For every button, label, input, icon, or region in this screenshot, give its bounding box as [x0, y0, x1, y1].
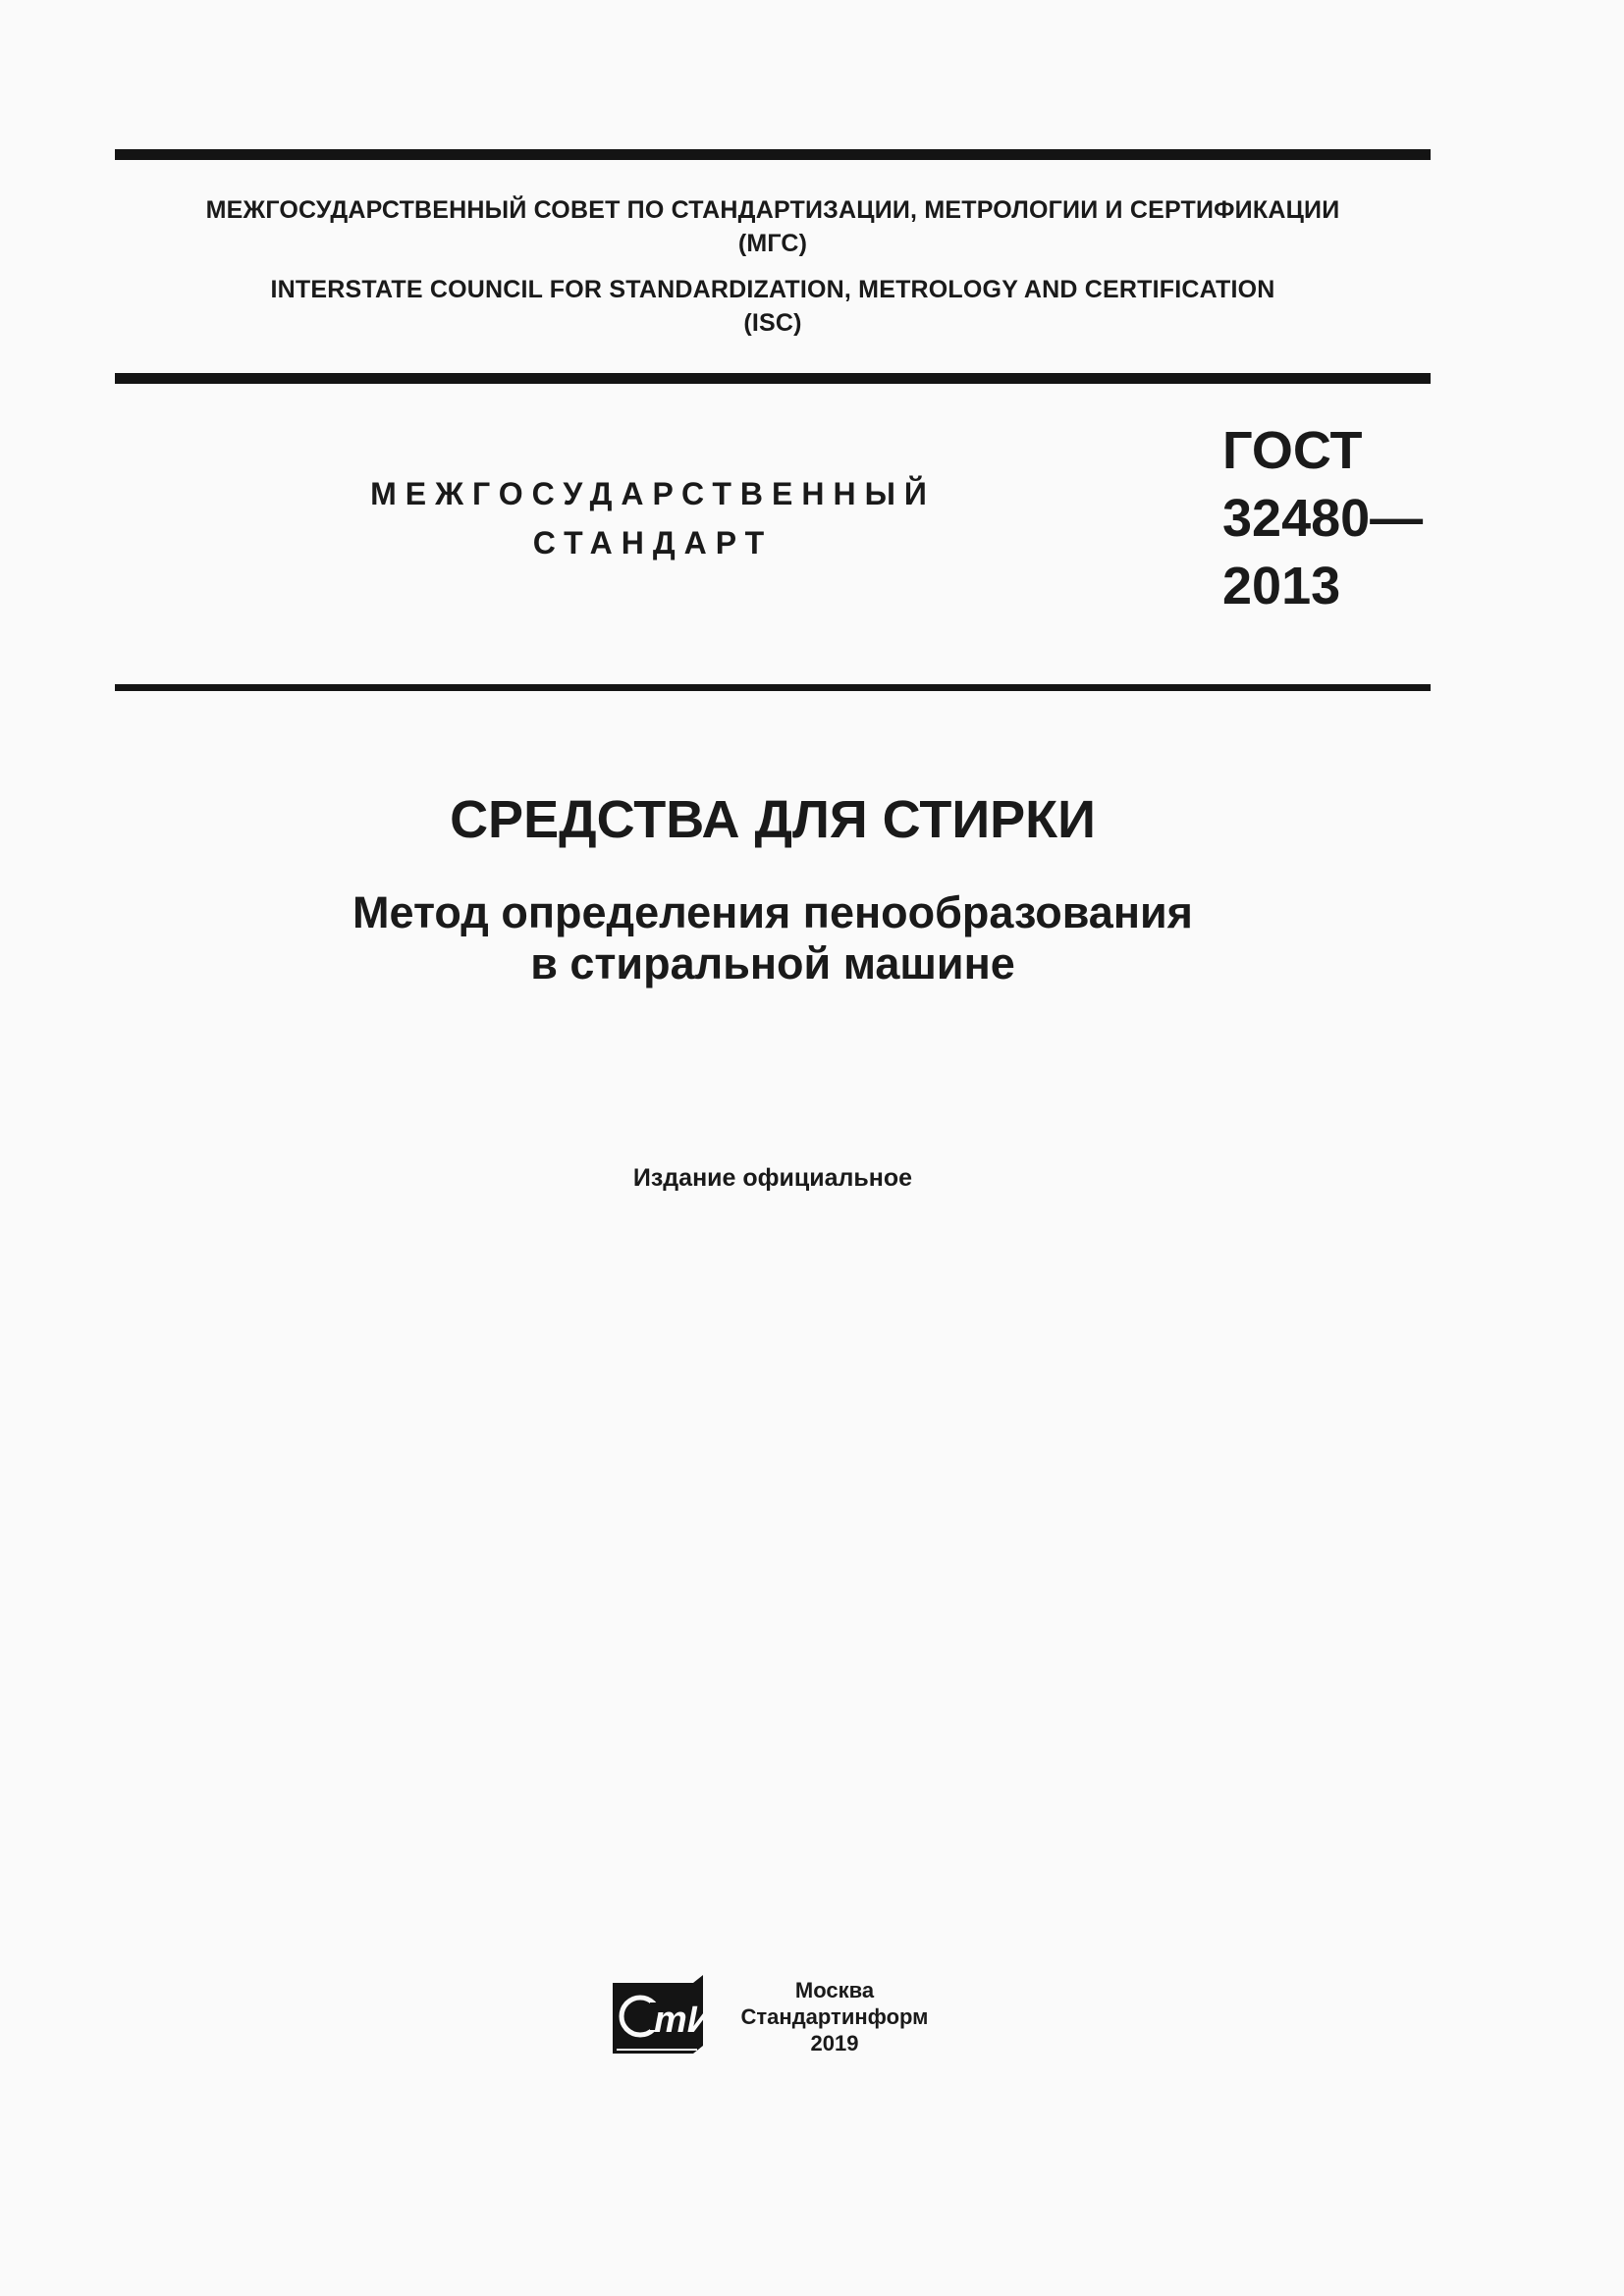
council-name-en-line1: INTERSTATE COUNCIL FOR STANDARDIZATION, METROLOGY AND CERTIFICATION: [270, 276, 1275, 303]
publisher-block: [717, 1977, 952, 2056]
gost-year: 2013: [1222, 557, 1341, 615]
council-name-ru-line1: МЕЖГОСУДАРСТВЕННЫЙ СОВЕТ ПО СТАНДАРТИЗАЦИИ, МЕТРОЛОГИИ И СЕРТИФИКАЦИИ: [205, 196, 1340, 224]
standard-type-line2: СТАНДАРТ: [532, 525, 774, 561]
publisher-city: Москва: [794, 1978, 875, 2002]
document-subtitle-line2: в стиральной машине: [530, 938, 1015, 988]
council-abbr-en: (ISC): [743, 309, 802, 337]
gost-prefix: ГОСТ: [1222, 421, 1363, 480]
document-title: СРЕДСТВА ДЛЯ СТИРКИ: [450, 790, 1096, 849]
edition-note: Издание официальное: [632, 1164, 913, 1192]
council-name-en: [115, 273, 1431, 340]
publisher-name: Стандартинформ: [740, 2004, 929, 2029]
svg-text:тИ: тИ: [654, 2000, 715, 2041]
standard-type-line1: МЕЖГОСУДАРСТВЕННЫЙ: [370, 476, 936, 511]
council-abbr-ru: (МГС): [737, 230, 808, 257]
document-subtitle-line1: Метод определения пенообразования: [352, 887, 1193, 937]
header-rule: [115, 373, 1431, 384]
standartinform-logo-icon: [611, 1975, 715, 2056]
top-rule: [115, 149, 1431, 160]
document-subtitle: [115, 887, 1431, 989]
gost-designation: [1222, 417, 1423, 620]
standard-type-label: [295, 469, 1011, 567]
council-name-ru: [115, 193, 1431, 260]
gost-number: 32480—: [1222, 489, 1424, 548]
designation-rule: [115, 684, 1431, 691]
publisher-year: 2019: [810, 2031, 859, 2056]
